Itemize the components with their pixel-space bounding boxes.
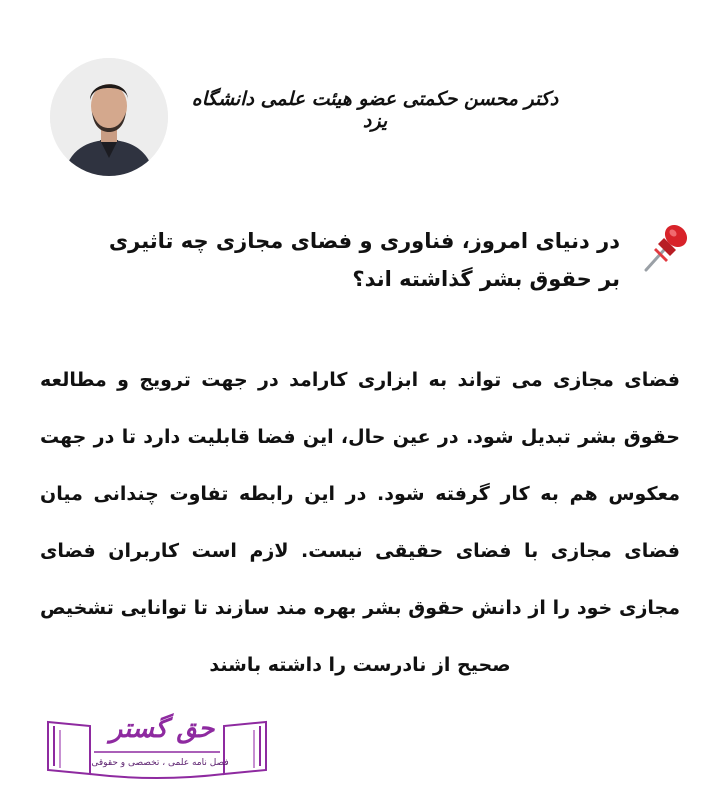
brand-logo	[42, 712, 272, 784]
question-heading: در دنیای امروز، فناوری و فضای مجازی چه تاثیری بر حقوق بشر گذاشته اند؟	[108, 229, 620, 291]
question-block	[90, 222, 620, 298]
body-paragraph: فضای مجازی می تواند به ابزاری کارامد در جهت ترویج و مطالعه حقوق بشر تبدیل شود. در عین حال، این فضا قابلیت دارد تا در جهت معکوس هم به کار گرفته شود. در این رابطه تفاوت چندانی میان فضای مجازی با فضای حقیقی نیست. لازم است کاربران فضای مجازی خود را از دانش حقوق بشر بهره مند سازند تا توانایی تشخیص صحیح از نادرست را داشته باشند	[40, 369, 680, 676]
logo-subtitle: فصل نامه علمی ، تخصصی و حقوقی	[91, 758, 229, 768]
person-icon	[50, 58, 168, 176]
pushpin-icon	[636, 218, 696, 278]
author-title: دکتر محسن حکمتی عضو هیئت علمی دانشگاه یزد	[191, 88, 559, 132]
author-avatar	[50, 58, 168, 176]
logo-title: حق گستر	[109, 714, 215, 744]
header	[0, 0, 722, 190]
